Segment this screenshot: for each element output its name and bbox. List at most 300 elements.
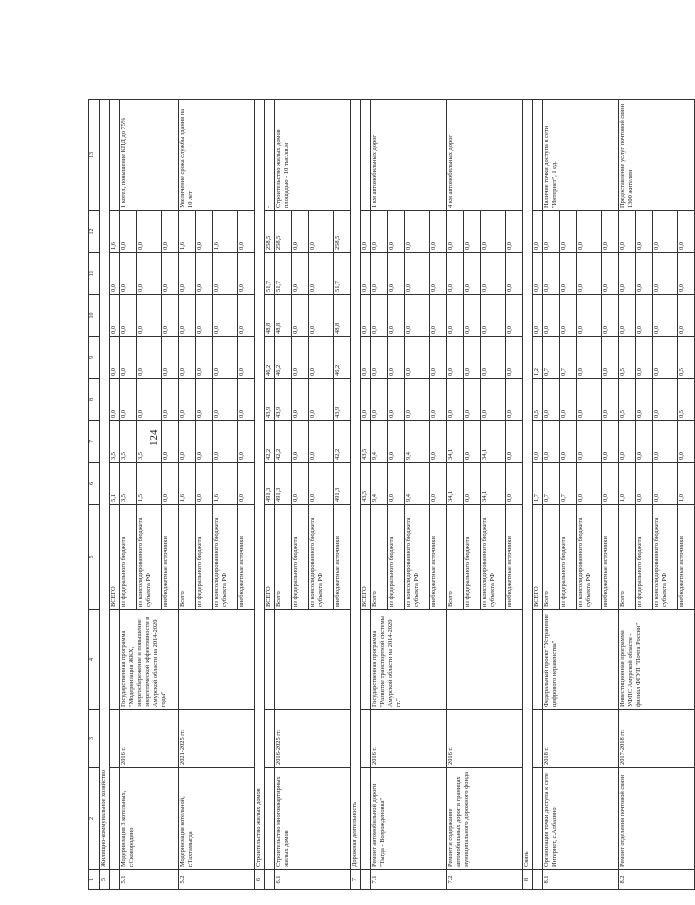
item-program: Государственная программа "Развитие транспортной системы Амурской области на 2014-2020 гг." [371, 610, 447, 710]
table-cell: 0,0 [361, 337, 371, 379]
column-number: 10 [89, 295, 100, 337]
table-cell: 0,0 [110, 253, 120, 295]
table-cell: 0,0 [110, 337, 120, 379]
table-cell: 0,0 [577, 253, 602, 295]
column-number: 1 [89, 870, 100, 890]
table-cell: 9,4 [405, 421, 430, 463]
table-cell: 43,9 [265, 379, 275, 421]
item-number: 8.1 [543, 870, 619, 890]
table-cell: 0,0 [110, 295, 120, 337]
table-cell: 0,0 [543, 421, 560, 463]
item-name: Организация точки доступа к сети Интернет, с.Албазино [543, 768, 619, 870]
table-cell: 0,0 [653, 463, 678, 505]
table-cell: 0,0 [543, 253, 560, 295]
table-cell: 1,5 [137, 463, 162, 505]
table-cell: 43,9 [275, 379, 292, 421]
item-period: 2017-2018 гг. [619, 710, 695, 768]
table-cell: 51,7 [275, 253, 292, 295]
table-cell: 0,0 [464, 337, 481, 379]
table-cell: 0,0 [371, 253, 388, 295]
table-cell: 0,0 [213, 253, 238, 295]
item-name: Ремонт и содержание автомобильных дорог в границах муниципального дорожного фонда [447, 768, 523, 870]
table-cell: 0,0 [213, 295, 238, 337]
table-cell: 0,0 [213, 421, 238, 463]
table-cell: 0,7 [560, 463, 577, 505]
item-name: Ремонт автомобильной дороги "Тыгда - Возрожденовка" [371, 768, 447, 870]
table-cell: 0,0 [292, 463, 309, 505]
table-cell: 0,0 [602, 211, 619, 253]
table-cell: 0,0 [619, 421, 636, 463]
table-cell: 0,0 [162, 421, 179, 463]
row-label-total: ВСЕГО [110, 505, 120, 610]
table-cell: 0,0 [388, 337, 405, 379]
section-total-row [361, 100, 371, 890]
table-cell: 0,0 [388, 253, 405, 295]
section-number: 7 [351, 870, 361, 890]
table-cell: 0,0 [602, 253, 619, 295]
section-title: Строительство жилых домов [255, 100, 265, 870]
table-cell: 1,0 [678, 463, 695, 505]
table-cell: 0,0 [238, 463, 255, 505]
table-cell: 0,0 [430, 379, 447, 421]
table-cell: 0,0 [179, 253, 196, 295]
table-cell: 0,0 [292, 337, 309, 379]
row-label-total: ВСЕГО [533, 505, 543, 610]
table-cell: 0,0 [309, 379, 334, 421]
table-cell: 0,0 [636, 421, 653, 463]
table-cell: 1,6 [213, 211, 238, 253]
column-number: 6 [89, 463, 100, 505]
table-cell: 0,0 [179, 295, 196, 337]
section-total-row [265, 100, 275, 890]
table-cell: 0,0 [110, 379, 120, 421]
table-cell: 0,0 [120, 379, 137, 421]
table-cell: 0,0 [560, 379, 577, 421]
funding-source-label: Всего [275, 505, 292, 610]
table-cell: 0,0 [577, 337, 602, 379]
table-cell: 0,0 [361, 211, 371, 253]
funding-source-label: из федерального бюджета [464, 505, 481, 610]
table-cell: 0,0 [371, 379, 388, 421]
table-cell: 0,0 [137, 337, 162, 379]
table-cell: 0,0 [388, 211, 405, 253]
table-cell: 0,0 [678, 253, 695, 295]
table-cell: 0,0 [447, 337, 464, 379]
table-cell: 43,9 [334, 379, 351, 421]
item-name: Ремонт отделения почтовой связи [619, 768, 695, 870]
table-cell: 46,2 [265, 337, 275, 379]
table-cell: 0,0 [238, 211, 255, 253]
item-period: 2016 г. [120, 710, 179, 768]
table-cell: 0,0 [533, 295, 543, 337]
table-cell: 1,7 [533, 463, 543, 505]
funding-source-label: внебюджетные источники [602, 505, 619, 610]
item-result: 1 котел, повышение КПД до 75% [120, 100, 179, 211]
table-cell: 0,0 [430, 211, 447, 253]
table-cell: 491,3 [265, 463, 275, 505]
table-row [543, 100, 560, 890]
table-cell: 0,0 [464, 463, 481, 505]
table-cell: 0,0 [481, 379, 506, 421]
section-total-row [533, 100, 543, 890]
item-period: 2021-2025 гг. [179, 710, 255, 768]
section-number: 5 [100, 870, 110, 890]
table-cell: 43,5 [361, 421, 371, 463]
table-cell: 43,5 [361, 463, 371, 505]
table-cell: 0,0 [481, 337, 506, 379]
table-cell: 0,0 [162, 253, 179, 295]
funding-source-label: из консолидированного бюджета субъекта РФ [405, 505, 430, 610]
table-cell: 48,8 [275, 295, 292, 337]
column-number: 5 [89, 505, 100, 610]
table-cell: 0,0 [309, 337, 334, 379]
column-number: 7 [89, 421, 100, 463]
table-cell: 0,0 [162, 463, 179, 505]
table-cell: 0,0 [238, 295, 255, 337]
table-cell: 0,0 [653, 211, 678, 253]
table-cell: 0,0 [678, 421, 695, 463]
funding-source-label: из консолидированного бюджета субъекта РФ [481, 505, 506, 610]
table-cell: 0,0 [533, 211, 543, 253]
funding-source-label: внебюджетные источники [430, 505, 447, 610]
table-cell: 0,7 [543, 463, 560, 505]
table-cell: 0,0 [506, 463, 523, 505]
table-cell: 0,0 [602, 295, 619, 337]
column-number: 8 [89, 379, 100, 421]
table-row [371, 100, 388, 890]
table-cell: 0,0 [543, 211, 560, 253]
table-cell: 0,0 [447, 295, 464, 337]
table-cell: 34,1 [447, 421, 464, 463]
table-cell: 0,0 [361, 295, 371, 337]
table-cell: 0,0 [309, 253, 334, 295]
table-cell: 0,0 [137, 253, 162, 295]
table-cell: 0,0 [405, 211, 430, 253]
investment-table [88, 99, 695, 890]
table-cell: 0,0 [560, 211, 577, 253]
item-program: Федеральный проект "Устранение цифрового неравенства" [543, 610, 619, 710]
table-row [179, 100, 196, 890]
table-cell: 0,0 [533, 253, 543, 295]
item-period: 2016-2025 гг. [275, 710, 351, 768]
table-cell: 0,0 [506, 253, 523, 295]
item-number: 6.1 [275, 870, 351, 890]
table-cell: 0,0 [405, 337, 430, 379]
funding-source-label: Всего [619, 505, 636, 610]
table-cell: 0,0 [238, 421, 255, 463]
table-cell: 42,2 [334, 421, 351, 463]
table-cell: 0,0 [506, 421, 523, 463]
table-cell [110, 100, 120, 211]
table-cell: 0,0 [120, 211, 137, 253]
table-cell: 491,3 [275, 463, 292, 505]
section-row [523, 100, 533, 890]
item-number: 7.1 [371, 870, 447, 890]
table-cell: 0,0 [405, 379, 430, 421]
section-title: Связь [523, 100, 533, 870]
table-cell: 0,0 [196, 253, 213, 295]
table-cell: 0,0 [533, 421, 543, 463]
table-cell: 0,0 [213, 379, 238, 421]
table-cell: 0,0 [543, 295, 560, 337]
table-cell: 0,0 [653, 379, 678, 421]
table-cell: 0,0 [388, 421, 405, 463]
funding-source-label: из федерального бюджета [560, 505, 577, 610]
table-cell: 0,0 [179, 379, 196, 421]
table-cell: 0,0 [213, 337, 238, 379]
section-total-row [110, 100, 120, 890]
item-number: 5.1 [120, 870, 179, 890]
table-cell: 0,0 [371, 211, 388, 253]
table-cell: 0,0 [405, 295, 430, 337]
funding-source-label: из консолидированного бюджета субъекта РФ [653, 505, 678, 610]
item-result: 1 км автомобильных дорог [371, 100, 447, 211]
table-cell: 0,5 [619, 337, 636, 379]
section-number: 6 [255, 870, 265, 890]
item-number: 7.2 [447, 870, 523, 890]
column-number: 12 [89, 211, 100, 253]
table-cell: 0,0 [577, 421, 602, 463]
funding-source-label: из федерального бюджета [636, 505, 653, 610]
table-body [89, 100, 695, 890]
table-cell: 0,0 [292, 211, 309, 253]
table-cell [533, 100, 543, 211]
item-name: Модернизация 3 котельных, г.Сковородино [120, 768, 179, 870]
table-cell: 9,4 [405, 463, 430, 505]
table-cell: 0,7 [543, 337, 560, 379]
table-cell: 0,5 [619, 379, 636, 421]
table-cell: 0,0 [120, 337, 137, 379]
table-cell: 0,0 [619, 211, 636, 253]
column-number: 2 [89, 768, 100, 870]
item-program [179, 610, 255, 710]
item-number: 8.2 [619, 870, 695, 890]
table-cell: 0,0 [309, 295, 334, 337]
section-title: Дорожная деятельность [351, 100, 361, 870]
item-name: Модернизация котельной, г.Тахтамыгда [179, 768, 255, 870]
table-row [120, 100, 137, 890]
table-cell: 0,0 [447, 379, 464, 421]
item-program: Инвестиционная программа УФПС Амурской области - филиал ФГУП "Почта России" [619, 610, 695, 710]
table-cell: 0,0 [179, 337, 196, 379]
item-period: 2018 г. [543, 710, 619, 768]
table-cell: 258,5 [275, 211, 292, 253]
table-cell: 0,0 [543, 379, 560, 421]
section-row [255, 100, 265, 890]
table-cell: 0,0 [430, 463, 447, 505]
item-result: Наличие точки доступа к сети "Интернет", 1 ед. [543, 100, 619, 211]
table-cell: 0,0 [636, 463, 653, 505]
table-cell: 0,0 [560, 421, 577, 463]
table-row [275, 100, 292, 890]
table-cell: 0,0 [481, 253, 506, 295]
funding-source-label: Всего [179, 505, 196, 610]
section-title: Жилищно-коммунальное хозяйство [100, 100, 110, 870]
table-cell [361, 100, 371, 211]
item-result: Строительство жилых домов площадью - 10 тыс.кв.м [275, 100, 351, 211]
table-cell: 0,0 [464, 253, 481, 295]
table-cell: 0,0 [653, 295, 678, 337]
table-cell: 5,1 [110, 463, 120, 505]
table-row [447, 100, 464, 890]
funding-source-label: из федерального бюджета [196, 505, 213, 610]
funding-source-label: из федерального бюджета [388, 505, 405, 610]
table-cell: 51,7 [265, 253, 275, 295]
table-cell: 0,0 [602, 421, 619, 463]
item-result: Предоставление услуг почтовой связи 1300 жителям [619, 100, 695, 211]
table-cell: 0,0 [162, 211, 179, 253]
table-cell: 0,0 [653, 253, 678, 295]
table-cell: 258,5 [334, 211, 351, 253]
table-cell: 1,0 [619, 463, 636, 505]
table-cell: 0,0 [577, 295, 602, 337]
table-cell: 0,0 [560, 295, 577, 337]
table-cell: 0,0 [196, 337, 213, 379]
funding-source-label: внебюджетные источники [334, 505, 351, 610]
table-cell: 0,0 [653, 421, 678, 463]
table-cell: 0,0 [430, 337, 447, 379]
table-cell: 3,5 [137, 421, 162, 463]
table-cell: 258,5 [265, 211, 275, 253]
table-cell: 1,6 [179, 463, 196, 505]
table-cell: 46,2 [275, 337, 292, 379]
header-row [89, 100, 100, 890]
funding-source-label: Всего [543, 505, 560, 610]
table-cell: 0,0 [430, 253, 447, 295]
item-period: 2016 г. [371, 710, 447, 768]
column-number: 11 [89, 253, 100, 295]
table-cell: 0,0 [196, 463, 213, 505]
table-cell: 0,0 [196, 295, 213, 337]
table-cell: 0,0 [361, 379, 371, 421]
table-cell: 3,5 [120, 421, 137, 463]
table-cell: 48,8 [334, 295, 351, 337]
table-cell: 34,1 [481, 421, 506, 463]
table-cell: 0,0 [447, 253, 464, 295]
table-cell: 0,0 [506, 337, 523, 379]
table-cell: 0,0 [602, 337, 619, 379]
table-cell: 0,0 [309, 463, 334, 505]
table-cell: 0,7 [560, 337, 577, 379]
table-cell: 0,0 [481, 295, 506, 337]
funding-source-label: из федерального бюджета [292, 505, 309, 610]
funding-source-label: из консолидированного бюджета субъекта РФ [213, 505, 238, 610]
column-number: 9 [89, 337, 100, 379]
table-cell: 0,0 [196, 421, 213, 463]
table-cell: 0,0 [678, 295, 695, 337]
table-cell: 9,4 [371, 463, 388, 505]
table-cell: 0,0 [636, 211, 653, 253]
item-name: Строительство многоквартирных жилых домов [275, 768, 351, 870]
funding-source-label: из федерального бюджета [120, 505, 137, 610]
table-cell: 0,0 [506, 211, 523, 253]
table-cell: 0,0 [602, 463, 619, 505]
table-cell: 0,0 [309, 421, 334, 463]
column-number: 4 [89, 610, 100, 710]
funding-source-label: внебюджетные источники [238, 505, 255, 610]
table-cell: 0,0 [464, 379, 481, 421]
section-row [351, 100, 361, 890]
table-cell: 3,5 [110, 421, 120, 463]
table-cell: 0,0 [137, 379, 162, 421]
table-cell: 0,0 [162, 379, 179, 421]
table-cell: 0,0 [636, 379, 653, 421]
table-cell: 0,0 [388, 463, 405, 505]
table-cell: 3,5 [120, 463, 137, 505]
table-cell: 51,7 [334, 253, 351, 295]
table-cell: 0,0 [560, 253, 577, 295]
table-cell: - [265, 100, 275, 211]
table-cell: 0,0 [405, 253, 430, 295]
table-cell: 0,0 [371, 337, 388, 379]
item-program [447, 610, 523, 710]
funding-source-label: внебюджетные источники [678, 505, 695, 610]
item-program [275, 610, 351, 710]
table-cell: 0,0 [653, 337, 678, 379]
row-label-total: ВСЕГО [361, 505, 371, 610]
table-cell: 0,0 [619, 295, 636, 337]
column-number: 13 [89, 100, 100, 211]
item-result: Увеличение срока службы здания на 10 лет [179, 100, 255, 211]
table-cell: 0,0 [162, 295, 179, 337]
item-result: 4 км автомобильных дорог [447, 100, 523, 211]
table-cell: 0,0 [238, 379, 255, 421]
table-cell: 1,6 [110, 211, 120, 253]
table-cell: 0,0 [309, 211, 334, 253]
table-cell: 0,0 [292, 379, 309, 421]
table-cell: 42,2 [275, 421, 292, 463]
table-cell: 0,0 [619, 253, 636, 295]
table-cell: 1,6 [179, 211, 196, 253]
table-cell: 1,2 [533, 337, 543, 379]
funding-source-label: из консолидированного бюджета субъекта РФ [577, 505, 602, 610]
table-cell: 0,0 [481, 211, 506, 253]
section-number: 8 [523, 870, 533, 890]
table-cell: 0,0 [430, 295, 447, 337]
table-cell: 0,0 [464, 211, 481, 253]
item-period: 2016 г. [447, 710, 523, 768]
row-label-total: ВСЕГО [265, 505, 275, 610]
funding-source-label: из консолидированного бюджета субъекта РФ [137, 505, 162, 610]
table-cell: 0,0 [447, 211, 464, 253]
table-cell: 0,0 [292, 421, 309, 463]
table-cell: 46,2 [334, 337, 351, 379]
table-cell: 9,4 [371, 421, 388, 463]
section-row [100, 100, 110, 890]
table-cell: 0,0 [238, 253, 255, 295]
table-cell: 0,0 [196, 379, 213, 421]
table-cell: 0,0 [292, 253, 309, 295]
table-cell: 0,0 [506, 295, 523, 337]
table-cell: 0,0 [238, 337, 255, 379]
column-number: 3 [89, 710, 100, 768]
page-number: 124 [148, 429, 160, 446]
table-cell: 0,0 [506, 379, 523, 421]
table-cell: 0,5 [678, 337, 695, 379]
table-cell: 0,0 [371, 295, 388, 337]
table-cell: 0,0 [388, 379, 405, 421]
table-cell: 0,0 [196, 211, 213, 253]
funding-source-label: Всего [371, 505, 388, 610]
table-cell: 42,2 [265, 421, 275, 463]
table-cell: 0,0 [292, 295, 309, 337]
table-cell: 0,0 [120, 295, 137, 337]
table-cell: 0,0 [636, 253, 653, 295]
table-cell: 34,1 [481, 463, 506, 505]
table-cell: 491,3 [334, 463, 351, 505]
table-cell: 0,0 [464, 295, 481, 337]
table-cell: 0,5 [678, 379, 695, 421]
